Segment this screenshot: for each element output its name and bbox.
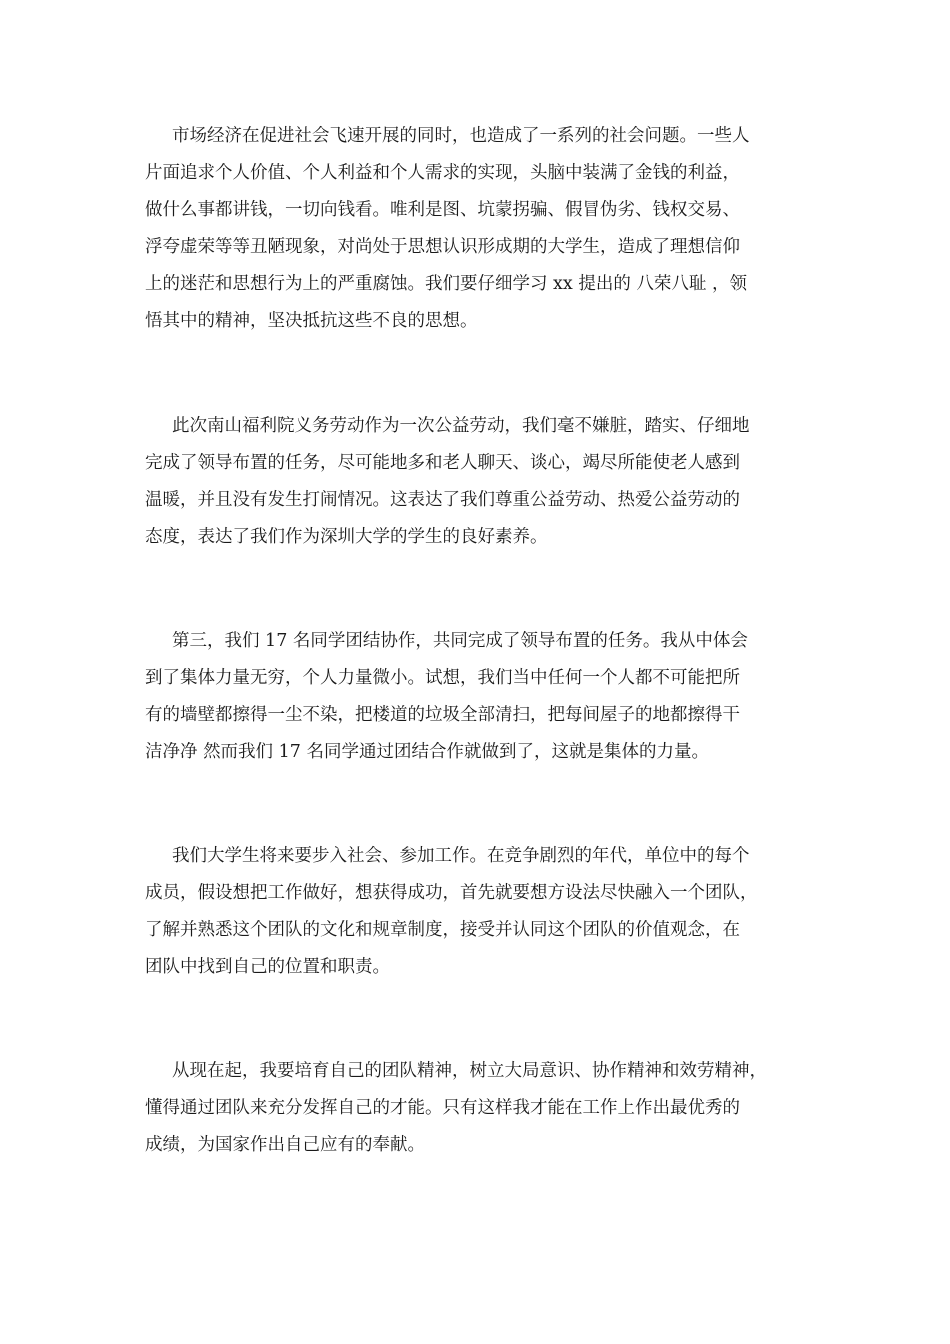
paragraph-line: 温暖，并且没有发生打闹情况。这表达了我们尊重公益劳动、热爱公益劳动的 [145, 490, 740, 510]
paragraph-line: 了解并熟悉这个团队的文化和规章制度，接受并认同这个团队的价值观念，在 [145, 920, 740, 940]
paragraph-line: 浮夸虚荣等等丑陋现象，对尚处于思想认识形成期的大学生，造成了理想信仰 [145, 237, 740, 257]
paragraph-line: 此次南山福利院义务劳动作为一次公益劳动，我们毫不嫌脏，踏实、仔细地 [172, 416, 750, 436]
paragraph-line: 片面追求个人价值、个人利益和个人需求的实现，头脑中装满了金钱的利益， [145, 163, 740, 183]
paragraph-line: 成绩，为国家作出自己应有的奉献。 [145, 1135, 425, 1155]
paragraph-line: 到了集体力量无穷，个人力量微小。试想，我们当中任何一个人都不可能把所 [145, 668, 740, 688]
paragraph-entering-society [145, 838, 813, 986]
paragraph-market-economy [145, 118, 813, 340]
paragraph-teamwork [145, 623, 813, 771]
paragraph-line: 态度，表达了我们作为深圳大学的学生的良好素养。 [145, 527, 548, 547]
paragraph-line: 成员，假设想把工作做好，想获得成功，首先就要想方设法尽快融入一个团队， [145, 883, 758, 903]
paragraph-volunteer-work [145, 408, 813, 556]
paragraph-line: 从现在起，我要培育自己的团队精神，树立大局意识、协作精神和效劳精神， [172, 1061, 767, 1081]
paragraph-line: 有的墙壁都擦得一尘不染，把楼道的垃圾全部清扫，把每间屋子的地都擦得干 [145, 705, 740, 725]
paragraph-line: 第三，我们 17 名同学团结协作，共同完成了领导布置的任务。我从中体会 [172, 631, 748, 651]
paragraph-line: 懂得通过团队来充分发挥自己的才能。只有这样我才能在工作上作出最优秀的 [145, 1098, 740, 1118]
paragraph-line: 做什么事都讲钱，一切向钱看。唯利是图、坑蒙拐骗、假冒伪劣、钱权交易、 [145, 200, 740, 220]
paragraph-line: 洁净净 然而我们 17 名同学通过团结合作就做到了，这就是集体的力量。 [145, 742, 709, 762]
paragraph-team-spirit [145, 1053, 813, 1164]
paragraph-line: 我们大学生将来要步入社会、参加工作。在竞争剧烈的年代，单位中的每个 [172, 846, 750, 866]
paragraph-line: 上的迷茫和思想行为上的严重腐蚀。我们要仔细学习 xx 提出的 八荣八耻 ，领 [145, 274, 747, 294]
paragraph-line: 完成了领导布置的任务，尽可能地多和老人聊天、谈心，竭尽所能使老人感到 [145, 453, 740, 473]
paragraph-line: 团队中找到自己的位置和职责。 [145, 957, 390, 977]
paragraph-line: 市场经济在促进社会飞速开展的同时，也造成了一系列的社会问题。一些人 [172, 126, 750, 146]
paragraph-line: 悟其中的精神，坚决抵抗这些不良的思想。 [145, 311, 478, 331]
